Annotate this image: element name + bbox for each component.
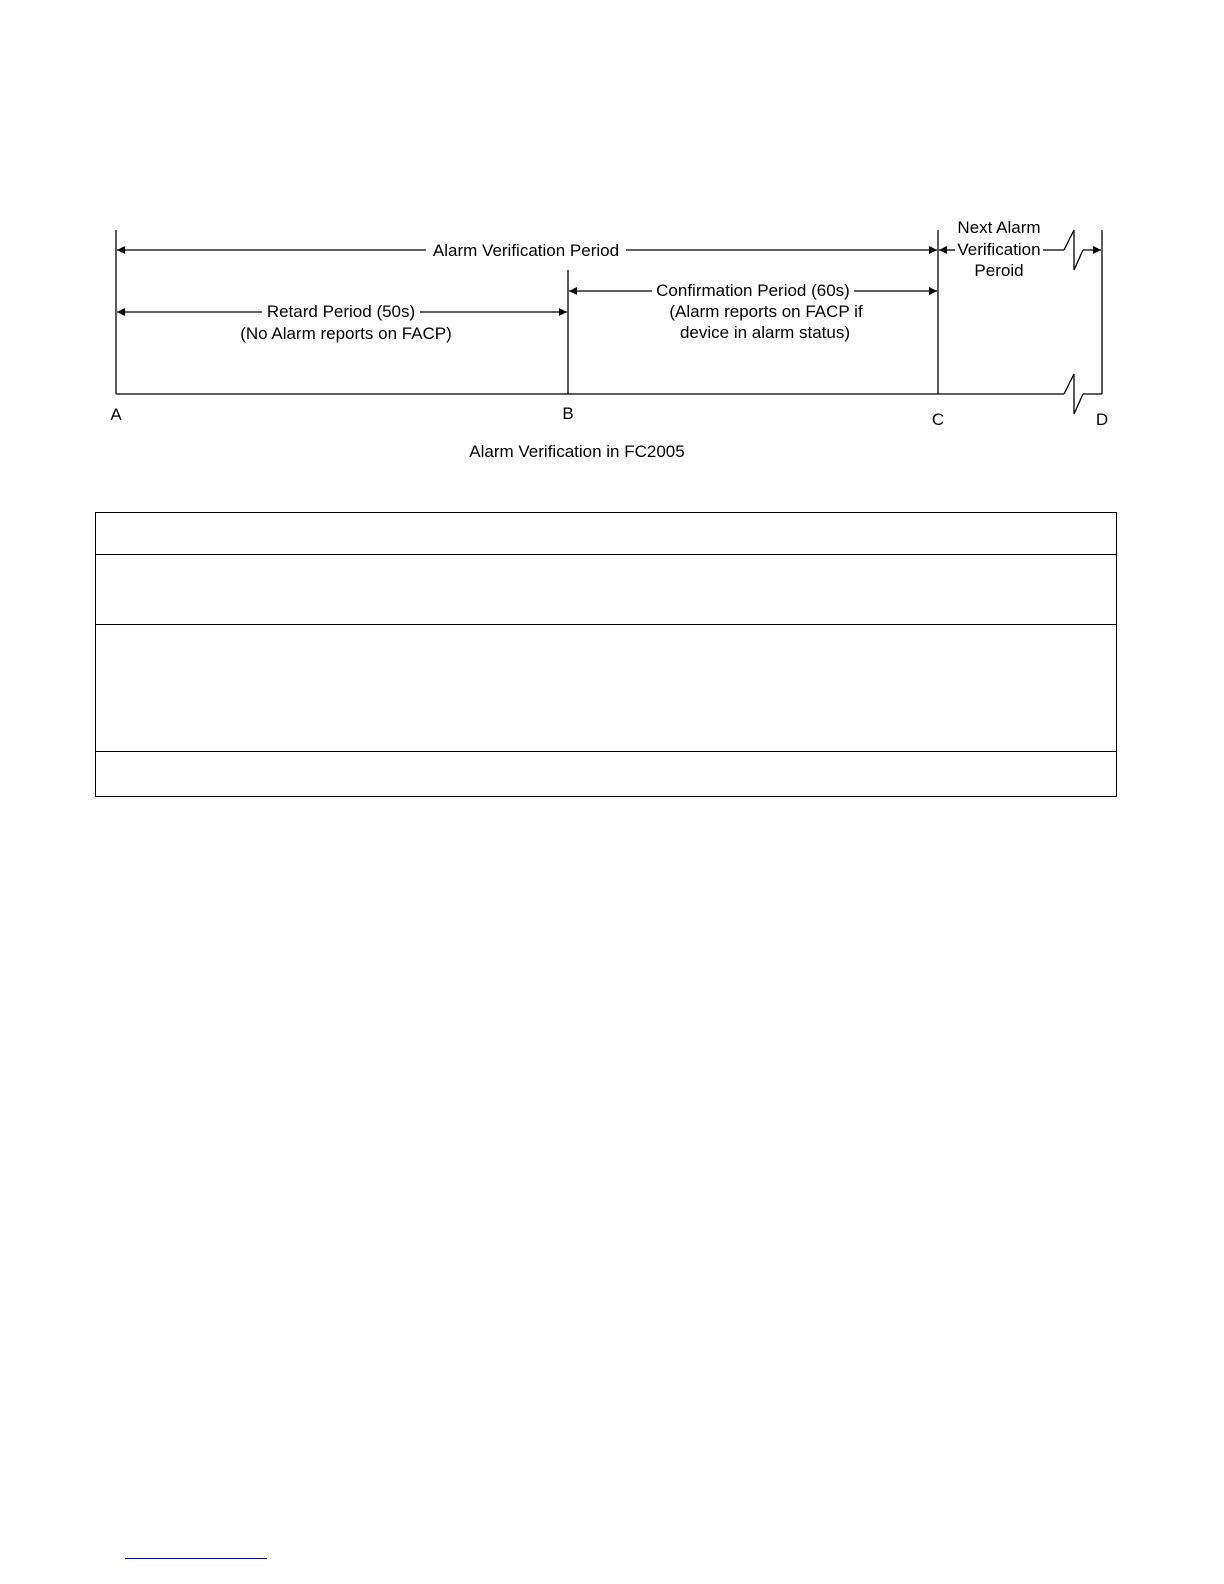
point-label-a: A (110, 405, 122, 424)
timeline-break-bottom (1064, 374, 1083, 414)
retard-period-label: Retard Period (50s) (266, 302, 416, 321)
next-period-label-line-3: Peroid (974, 261, 1024, 280)
table-row (96, 752, 1116, 796)
next-period-label-line-1: Next Alarm (957, 218, 1041, 237)
next-period-label-line-2: Verification (957, 240, 1041, 259)
table-row (96, 513, 1116, 555)
table-row (96, 625, 1116, 752)
confirmation-period-label: Confirmation Period (60s) (656, 281, 850, 300)
alarm-verification-timeline-diagram (0, 0, 1224, 480)
alarm-verification-label: Alarm Verification Period (432, 241, 620, 260)
point-label-c: C (931, 410, 945, 429)
diagram-caption: Alarm Verification in FC2005 (469, 442, 685, 461)
table-row (96, 555, 1116, 625)
footnote-separator (125, 1558, 267, 1559)
confirmation-note-line-2: device in alarm status) (679, 323, 851, 342)
point-label-d: D (1095, 410, 1109, 429)
retard-period-note: (No Alarm reports on FACP) (240, 324, 452, 343)
confirmation-note-line-1: (Alarm reports on FACP if (669, 302, 863, 321)
point-label-b: B (562, 404, 574, 423)
timeline-break-top (1064, 230, 1083, 270)
empty-table (95, 512, 1117, 797)
